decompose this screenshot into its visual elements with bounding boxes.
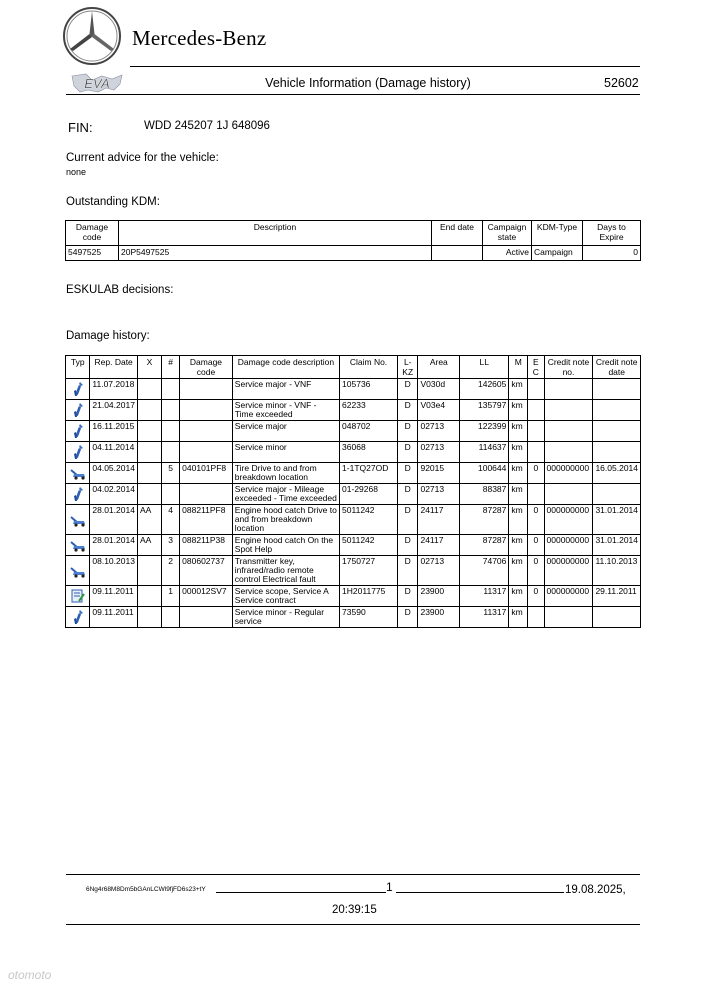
history-cell-x: AA (137, 505, 161, 535)
mercedes-star-logo (62, 6, 122, 66)
history-cell-ec (528, 607, 544, 628)
history-col-header: # (162, 356, 180, 379)
advice-text: none (66, 167, 87, 177)
car-repair-icon (66, 556, 90, 586)
history-cell-m: km (509, 463, 528, 484)
history-col-header: LL (460, 356, 509, 379)
history-cell-ec: 0 (528, 505, 544, 535)
history-cell-area: 24117 (418, 535, 460, 556)
history-cell-code (180, 442, 233, 463)
history-cell-claim: 1H2011775 (340, 586, 398, 607)
history-cell-area: 02713 (418, 484, 460, 505)
history-cell-cn: 000000000 (544, 556, 593, 586)
history-cell-date: 04.05.2014 (90, 463, 138, 484)
car-repair-icon (66, 463, 90, 484)
header-rule-top (130, 66, 640, 67)
table-row (66, 535, 641, 556)
history-cell-m: km (509, 607, 528, 628)
history-cell-desc: Service minor - VNF - Time exceeded (232, 400, 339, 421)
history-cell-m: km (509, 535, 528, 556)
history-cell-area: 02713 (418, 421, 460, 442)
table-row (66, 586, 641, 607)
history-cell-area: 23900 (418, 607, 460, 628)
history-cell-ll: 74706 (460, 556, 509, 586)
history-cell-x (137, 607, 161, 628)
history-cell-n (162, 607, 180, 628)
history-cell-n: 4 (162, 505, 180, 535)
history-cell-desc: Service scope, Service A Service contract (232, 586, 339, 607)
history-cell-lkz: D (397, 442, 417, 463)
history-cell-area: V03e4 (418, 400, 460, 421)
history-cell-desc: Engine hood catch On the Spot Help (232, 535, 339, 556)
kdm-table (65, 220, 641, 261)
history-cell-cd: 31.01.2014 (593, 535, 641, 556)
history-cell-m: km (509, 505, 528, 535)
document-number: 52602 (604, 76, 639, 90)
history-cell-area: 92015 (418, 463, 460, 484)
history-col-header: Claim No. (340, 356, 398, 379)
kdm-cell: 20P5497525 (119, 246, 432, 261)
kdm-col-header: Damage code (66, 221, 119, 246)
history-col-header: L-KZ (397, 356, 417, 379)
history-cell-claim: 5011242 (340, 535, 398, 556)
history-cell-cn: 000000000 (544, 505, 593, 535)
history-col-header: Credit note no. (544, 356, 593, 379)
history-col-header: X (137, 356, 161, 379)
history-cell-desc: Service major (232, 421, 339, 442)
history-cell-m: km (509, 442, 528, 463)
history-cell-x (137, 586, 161, 607)
history-cell-claim: 73590 (340, 607, 398, 628)
history-cell-ec (528, 400, 544, 421)
kdm-cell: Active (483, 246, 532, 261)
history-cell-x (137, 484, 161, 505)
history-cell-cn (544, 421, 593, 442)
history-cell-m: km (509, 400, 528, 421)
history-cell-code: 080602737 (180, 556, 233, 586)
history-cell-cn: 000000000 (544, 463, 593, 484)
history-cell-ec: 0 (528, 535, 544, 556)
history-header-row (66, 356, 641, 379)
history-cell-x (137, 442, 161, 463)
history-cell-lkz: D (397, 484, 417, 505)
service-wrench-icon (66, 400, 90, 421)
history-cell-claim: 105736 (340, 379, 398, 400)
watermark: otomoto (8, 968, 52, 982)
history-cell-x (137, 556, 161, 586)
history-cell-claim: 1750727 (340, 556, 398, 586)
kdm-cell (432, 246, 483, 261)
history-cell-x (137, 379, 161, 400)
history-cell-n: 1 (162, 586, 180, 607)
advice-heading: Current advice for the vehicle: (66, 152, 219, 164)
history-cell-cn: 000000000 (544, 586, 593, 607)
history-cell-desc: Engine hood catch Drive to and from breakdown location (232, 505, 339, 535)
table-row (66, 463, 641, 484)
history-cell-area: 02713 (418, 442, 460, 463)
history-cell-area: V030d (418, 379, 460, 400)
history-col-header: Rep. Date (90, 356, 138, 379)
history-cell-ec (528, 442, 544, 463)
history-cell-desc: Transmitter key, infrared/radio remote control Electrical fault (232, 556, 339, 586)
history-cell-n (162, 442, 180, 463)
fin-label: FIN: (68, 120, 93, 135)
service-wrench-icon (66, 379, 90, 400)
history-cell-claim: 048702 (340, 421, 398, 442)
history-cell-ec: 0 (528, 556, 544, 586)
history-cell-date: 28.01.2014 (90, 505, 138, 535)
history-cell-lkz: D (397, 586, 417, 607)
history-cell-x (137, 463, 161, 484)
history-cell-code: 000012SV7 (180, 586, 233, 607)
history-cell-area: 02713 (418, 556, 460, 586)
history-cell-cd: 29.11.2011 (593, 586, 641, 607)
history-cell-ll: 11317 (460, 607, 509, 628)
table-row (66, 607, 641, 628)
history-cell-cn (544, 484, 593, 505)
history-cell-ec: 0 (528, 586, 544, 607)
history-cell-ec (528, 421, 544, 442)
history-cell-ll: 100644 (460, 463, 509, 484)
history-cell-ec (528, 484, 544, 505)
damage-history-table (65, 355, 641, 628)
history-cell-claim: 62233 (340, 400, 398, 421)
history-cell-desc: Service major - VNF (232, 379, 339, 400)
history-cell-cd (593, 400, 641, 421)
history-cell-m: km (509, 379, 528, 400)
footer-page-number: 1 (386, 880, 393, 894)
history-cell-lkz: D (397, 505, 417, 535)
history-col-header: E C (528, 356, 544, 379)
history-cell-date: 21.04.2017 (90, 400, 138, 421)
history-cell-claim: 36068 (340, 442, 398, 463)
service-wrench-icon (66, 484, 90, 505)
footer-rule-top (66, 874, 640, 875)
service-wrench-icon (66, 607, 90, 628)
history-cell-claim: 5011242 (340, 505, 398, 535)
kdm-cell: 5497525 (66, 246, 119, 261)
history-cell-ec (528, 379, 544, 400)
table-row (66, 421, 641, 442)
kdm-col-header: KDM-Type (532, 221, 583, 246)
history-cell-date: 11.07.2018 (90, 379, 138, 400)
history-cell-n (162, 379, 180, 400)
history-cell-claim: 01-29268 (340, 484, 398, 505)
history-cell-cd: 11.10.2013 (593, 556, 641, 586)
footer-rule-bottom (66, 924, 640, 925)
history-cell-code: 088211PF8 (180, 505, 233, 535)
history-cell-m: km (509, 484, 528, 505)
kdm-col-header: Campaign state (483, 221, 532, 246)
history-cell-cn (544, 607, 593, 628)
history-cell-code: 088211P38 (180, 535, 233, 556)
history-cell-n (162, 484, 180, 505)
history-cell-cd: 16.05.2014 (593, 463, 641, 484)
history-cell-lkz: D (397, 556, 417, 586)
history-cell-ec: 0 (528, 463, 544, 484)
history-cell-code (180, 400, 233, 421)
history-cell-date: 08.10.2013 (90, 556, 138, 586)
fin-value: WDD 245207 1J 648096 (144, 120, 270, 132)
history-cell-date: 28.01.2014 (90, 535, 138, 556)
history-cell-code (180, 484, 233, 505)
footer-fill-line-right (396, 892, 564, 893)
history-cell-lkz: D (397, 463, 417, 484)
footer-date: 19.08.2025, (565, 884, 626, 896)
table-row (66, 379, 641, 400)
kdm-col-header: Days to Expire (583, 221, 641, 246)
history-cell-claim: 1-1TQ27OD (340, 463, 398, 484)
history-cell-ll: 11317 (460, 586, 509, 607)
table-row (66, 556, 641, 586)
kdm-col-header: Description (119, 221, 432, 246)
history-cell-m: km (509, 556, 528, 586)
service-wrench-icon (66, 421, 90, 442)
history-cell-n (162, 421, 180, 442)
history-cell-ll: 87287 (460, 535, 509, 556)
contract-document-icon (66, 586, 90, 607)
kdm-cell: 0 (583, 246, 641, 261)
history-cell-desc: Service minor - Regular service (232, 607, 339, 628)
history-cell-lkz: D (397, 607, 417, 628)
history-cell-n: 5 (162, 463, 180, 484)
history-cell-n: 2 (162, 556, 180, 586)
history-cell-ll: 122399 (460, 421, 509, 442)
table-row (66, 400, 641, 421)
history-cell-m: km (509, 586, 528, 607)
history-heading: Damage history: (66, 330, 150, 342)
history-cell-date: 09.11.2011 (90, 607, 138, 628)
table-row (66, 246, 641, 261)
table-row (66, 505, 641, 535)
history-cell-date: 04.11.2014 (90, 442, 138, 463)
table-row (66, 442, 641, 463)
history-cell-cn (544, 379, 593, 400)
history-cell-cd: 31.01.2014 (593, 505, 641, 535)
history-cell-ll: 135797 (460, 400, 509, 421)
brand-name: Mercedes-Benz (132, 26, 267, 50)
history-cell-desc: Service minor (232, 442, 339, 463)
car-repair-icon (66, 505, 90, 535)
history-cell-code (180, 379, 233, 400)
history-cell-code (180, 421, 233, 442)
history-cell-lkz: D (397, 535, 417, 556)
history-cell-date: 16.11.2015 (90, 421, 138, 442)
history-cell-x (137, 400, 161, 421)
history-cell-x (137, 421, 161, 442)
history-cell-n: 3 (162, 535, 180, 556)
history-cell-cn (544, 442, 593, 463)
history-cell-cd (593, 442, 641, 463)
history-cell-ll: 142605 (460, 379, 509, 400)
car-repair-icon (66, 535, 90, 556)
history-col-header: Damage code description (232, 356, 339, 379)
history-col-header: Typ (66, 356, 90, 379)
history-cell-cd (593, 421, 641, 442)
history-cell-n (162, 400, 180, 421)
table-row (66, 484, 641, 505)
footer-fill-line-left (216, 892, 386, 893)
eva-logo-text: EVA (84, 76, 110, 91)
history-cell-cd (593, 484, 641, 505)
footer-time: 20:39:15 (332, 904, 377, 916)
history-cell-date: 04.02.2014 (90, 484, 138, 505)
history-cell-cn: 000000000 (544, 535, 593, 556)
history-cell-code: 040101PF8 (180, 463, 233, 484)
kdm-cell: Campaign (532, 246, 583, 261)
service-wrench-icon (66, 442, 90, 463)
history-cell-desc: Service major - Mileage exceeded - Time exceeded (232, 484, 339, 505)
history-cell-lkz: D (397, 400, 417, 421)
history-cell-x: AA (137, 535, 161, 556)
history-cell-lkz: D (397, 379, 417, 400)
kdm-heading: Outstanding KDM: (66, 196, 160, 208)
kdm-header-row (66, 221, 641, 246)
history-cell-lkz: D (397, 421, 417, 442)
header-rule-bottom (66, 94, 640, 95)
footer-doc-code: 6Ng4r68M8Dm5bGAnLCWl9fjFD6s23+tY (86, 886, 206, 893)
history-cell-cd (593, 607, 641, 628)
kdm-col-header: End date (432, 221, 483, 246)
history-cell-ll: 88387 (460, 484, 509, 505)
history-cell-ll: 114637 (460, 442, 509, 463)
history-cell-cd (593, 379, 641, 400)
history-cell-area: 23900 (418, 586, 460, 607)
history-col-header: Area (418, 356, 460, 379)
history-cell-m: km (509, 421, 528, 442)
history-cell-desc: Tire Drive to and from breakdown location (232, 463, 339, 484)
history-cell-ll: 87287 (460, 505, 509, 535)
history-cell-cn (544, 400, 593, 421)
history-cell-date: 09.11.2011 (90, 586, 138, 607)
page-title: Vehicle Information (Damage history) (265, 76, 471, 90)
history-cell-code (180, 607, 233, 628)
eskulab-heading: ESKULAB decisions: (66, 284, 174, 296)
history-cell-area: 24117 (418, 505, 460, 535)
history-col-header: Damage code (180, 356, 233, 379)
history-col-header: Credit note date (593, 356, 641, 379)
history-col-header: M (509, 356, 528, 379)
